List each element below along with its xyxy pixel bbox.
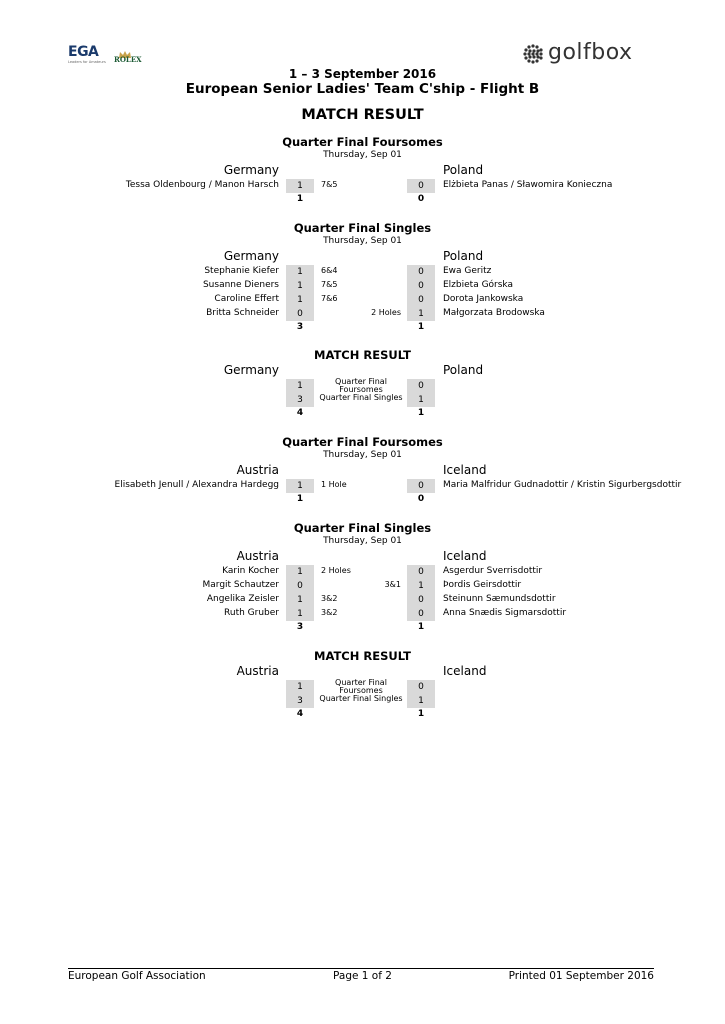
section-date: Thursday, Sep 01 bbox=[323, 150, 402, 160]
footer-printed-date: Printed 01 September 2016 bbox=[508, 970, 654, 982]
right-score: 0 bbox=[407, 565, 435, 579]
left-score: 1 bbox=[286, 680, 314, 694]
match-result-title: MATCH RESULT bbox=[314, 649, 411, 663]
rolex-logo-text: ROLEX bbox=[114, 55, 142, 64]
right-player: Dorota Jankowska bbox=[443, 294, 524, 304]
result-label: Quarter Final Foursomes bbox=[335, 377, 387, 394]
left-score: 0 bbox=[286, 579, 314, 593]
result-label: Quarter Final Foursomes bbox=[335, 678, 387, 695]
left-score: 0 bbox=[286, 307, 314, 321]
result-row bbox=[0, 680, 725, 694]
event-date: 1 – 3 September 2016 bbox=[288, 67, 437, 81]
team-right-name: Poland bbox=[443, 163, 484, 177]
section-total bbox=[0, 494, 725, 506]
left-player: Margit Schautzer bbox=[202, 580, 279, 590]
total-left: 4 bbox=[296, 408, 304, 418]
left-margin: 2 Holes bbox=[321, 566, 351, 575]
right-score: 1 bbox=[407, 307, 435, 321]
left-score: 1 bbox=[286, 293, 314, 307]
left-score: 1 bbox=[286, 179, 314, 193]
section-total bbox=[0, 622, 725, 634]
match-row bbox=[0, 265, 725, 279]
right-score: 0 bbox=[407, 265, 435, 279]
total-right: 1 bbox=[417, 322, 425, 332]
total-right: 1 bbox=[417, 408, 425, 418]
result-label: Quarter Final Singles bbox=[319, 694, 403, 703]
left-player: Angelika Zeisler bbox=[206, 594, 279, 604]
total-left: 3 bbox=[296, 322, 304, 332]
match-row bbox=[0, 565, 725, 579]
left-margin: 7&5 bbox=[321, 280, 338, 289]
match-row bbox=[0, 307, 725, 321]
right-player: Elżbieta Panas / Sławomira Konieczna bbox=[443, 180, 613, 190]
total-right: 1 bbox=[417, 709, 425, 719]
left-score: 1 bbox=[286, 379, 314, 393]
result-total bbox=[0, 408, 725, 420]
left-score: 1 bbox=[286, 279, 314, 293]
left-score: 3 bbox=[286, 393, 314, 407]
team-right-name: Poland bbox=[443, 363, 484, 377]
match-row bbox=[0, 479, 725, 493]
page-title: MATCH RESULT bbox=[301, 107, 424, 123]
total-left: 3 bbox=[296, 622, 304, 632]
golfbox-logo-text: golfbox bbox=[548, 40, 633, 65]
right-margin: 2 Holes bbox=[371, 308, 401, 317]
right-score: 0 bbox=[407, 179, 435, 193]
left-player: Ruth Gruber bbox=[224, 608, 279, 618]
left-margin: 6&4 bbox=[321, 266, 338, 275]
result-row bbox=[0, 393, 725, 407]
team-left-name: Austria bbox=[236, 463, 279, 477]
team-left-name: Germany bbox=[223, 249, 279, 263]
left-player: Caroline Effert bbox=[214, 294, 279, 304]
right-score: 0 bbox=[407, 479, 435, 493]
right-score: 0 bbox=[407, 279, 435, 293]
match-row bbox=[0, 179, 725, 193]
left-margin: 3&2 bbox=[321, 594, 338, 603]
event-title: European Senior Ladies' Team C'ship - Flight B bbox=[185, 81, 540, 97]
left-score: 3 bbox=[286, 694, 314, 708]
section-title: Quarter Final Singles bbox=[293, 221, 432, 235]
left-player: Karin Kocher bbox=[222, 566, 279, 576]
golfbox-globe-icon bbox=[522, 43, 544, 69]
team-right-name: Poland bbox=[443, 249, 484, 263]
footer-divider bbox=[68, 968, 654, 969]
right-score: 1 bbox=[407, 393, 435, 407]
right-score: 0 bbox=[407, 607, 435, 621]
match-row bbox=[0, 607, 725, 621]
team-left-name: Austria bbox=[236, 664, 279, 678]
match-row bbox=[0, 279, 725, 293]
right-score: 0 bbox=[407, 593, 435, 607]
left-player: Stephanie Kiefer bbox=[204, 266, 279, 276]
total-left: 4 bbox=[296, 709, 304, 719]
left-player: Tessa Oldenbourg / Manon Harsch bbox=[125, 180, 279, 190]
team-left-name: Austria bbox=[236, 549, 279, 563]
result-row bbox=[0, 694, 725, 708]
right-player: Steinunn Sæmundsdottir bbox=[443, 594, 556, 604]
team-left-name: Germany bbox=[223, 363, 279, 377]
right-score: 0 bbox=[407, 293, 435, 307]
total-right: 1 bbox=[417, 622, 425, 632]
total-left: 1 bbox=[296, 194, 304, 204]
golfbox-logo bbox=[522, 42, 654, 68]
team-left-name: Germany bbox=[223, 163, 279, 177]
left-margin: 3&2 bbox=[321, 608, 338, 617]
result-total bbox=[0, 709, 725, 721]
section-total bbox=[0, 194, 725, 206]
left-score: 1 bbox=[286, 265, 314, 279]
right-player: Asgerdur Sverrisdottir bbox=[443, 566, 543, 576]
match-row bbox=[0, 293, 725, 307]
left-score: 1 bbox=[286, 607, 314, 621]
ega-logo-text: EGA bbox=[68, 44, 99, 60]
total-right: 0 bbox=[417, 194, 425, 204]
left-margin: 7&6 bbox=[321, 294, 338, 303]
right-player: Anna Snædis Sigmarsdottir bbox=[443, 608, 567, 618]
footer-page-number: Page 1 of 2 bbox=[333, 970, 392, 982]
left-margin: 7&5 bbox=[321, 180, 338, 189]
team-right-name: Iceland bbox=[443, 664, 487, 678]
ega-logo bbox=[68, 44, 144, 66]
right-score: 1 bbox=[407, 579, 435, 593]
total-right: 0 bbox=[417, 494, 425, 504]
right-score: 0 bbox=[407, 379, 435, 393]
ega-logo-subtext: Leaders for Amateurs bbox=[68, 60, 106, 64]
section-date: Thursday, Sep 01 bbox=[323, 236, 402, 246]
right-player: Elzbieta Górska bbox=[443, 280, 514, 290]
section-title: Quarter Final Foursomes bbox=[282, 435, 443, 449]
left-score: 1 bbox=[286, 565, 314, 579]
match-result-title: MATCH RESULT bbox=[314, 348, 411, 362]
section-date: Thursday, Sep 01 bbox=[323, 536, 402, 546]
section-total bbox=[0, 322, 725, 334]
section-title: Quarter Final Singles bbox=[293, 521, 432, 535]
right-score: 1 bbox=[407, 694, 435, 708]
right-player: Maria Malfridur Gudnadottir / Kristin Sigurbergsdottir bbox=[443, 480, 682, 490]
left-player: Susanne Dieners bbox=[202, 280, 279, 290]
left-margin: 1 Hole bbox=[321, 480, 347, 489]
team-right-name: Iceland bbox=[443, 463, 487, 477]
right-player: Ewa Geritz bbox=[443, 266, 492, 276]
match-row bbox=[0, 579, 725, 593]
left-player: Britta Schneider bbox=[206, 308, 279, 318]
left-score: 1 bbox=[286, 479, 314, 493]
right-player: Małgorzata Brodowska bbox=[443, 308, 545, 318]
right-score: 0 bbox=[407, 680, 435, 694]
team-right-name: Iceland bbox=[443, 549, 487, 563]
result-row bbox=[0, 379, 725, 393]
left-score: 1 bbox=[286, 593, 314, 607]
right-player: Þordis Geirsdottir bbox=[443, 580, 522, 590]
section-title: Quarter Final Foursomes bbox=[282, 135, 443, 149]
section-date: Thursday, Sep 01 bbox=[323, 450, 402, 460]
right-margin: 3&1 bbox=[384, 580, 401, 589]
footer-organization: European Golf Association bbox=[68, 970, 206, 982]
left-player: Elisabeth Jenull / Alexandra Hardegg bbox=[114, 480, 279, 490]
total-left: 1 bbox=[296, 494, 304, 504]
match-row bbox=[0, 593, 725, 607]
result-label: Quarter Final Singles bbox=[319, 393, 403, 402]
